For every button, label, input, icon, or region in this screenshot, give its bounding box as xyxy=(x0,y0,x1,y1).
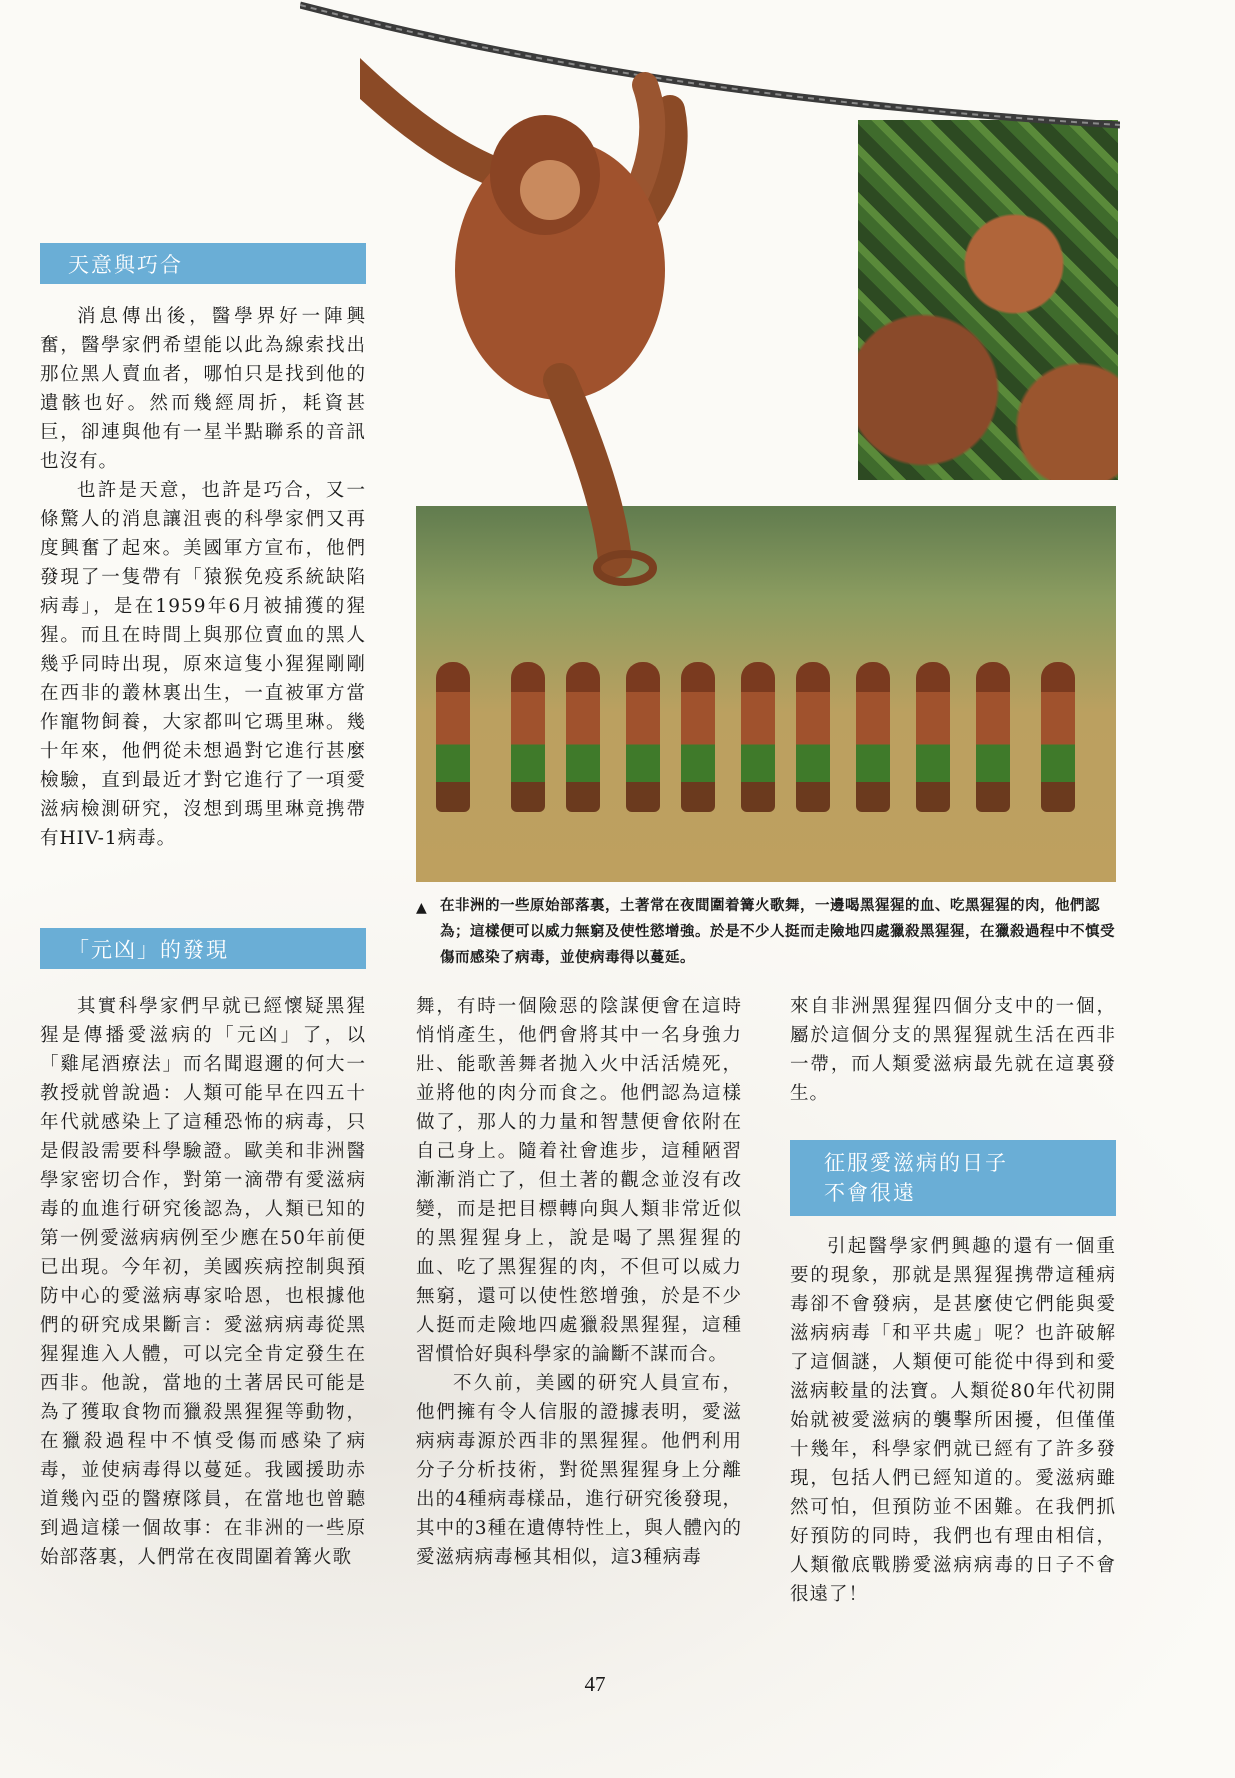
dancer-figure xyxy=(916,662,950,812)
dancer-figure xyxy=(566,662,600,812)
orangutan-forest-photo xyxy=(858,120,1118,480)
dancer-figure xyxy=(741,662,775,812)
paragraph: 也許是天意，也許是巧合，又一條驚人的消息讓沮喪的科學家們又再度興奮了起來。美國軍方宣布，他們發現了一隻帶有「猿猴免疫系統缺陷病毒」，是在1959年6月被捕獲的猩猩。而且在時間上與那位賣血的黑人幾乎同時出現，原來這隻小猩猩剛剛在西非的叢林裏出生，一直被軍方當作寵物飼養，大家都叫它瑪里琳。幾十年來，他們從未想過對它進行甚麼檢驗，直到最近才對它進行了一項愛滋病檢測研究，沒想到瑪里琳竟携帶有HIV-1病毒。 xyxy=(40,480,366,849)
text-column-right-top xyxy=(790,992,1116,1108)
paragraph: 來自非洲黑猩猩四個分支中的一個，屬於這個分支的黑猩猩就生活在西非一帶，而人類愛滋病最先就在這裏發生。 xyxy=(790,996,1116,1104)
text-column-left-bottom xyxy=(40,992,366,1572)
dancer-figure xyxy=(511,662,545,812)
text-column-middle xyxy=(416,992,742,1572)
paragraph: 不久前，美國的研究人員宣布，他們擁有令人信服的證據表明，愛滋病病毒源於西非的黑猩猩。他們利用分子分析技術，對從黑猩猩身上分離出的4種病毒樣品，進行研究後發現，其中的3種在遺傳特性上，與人體內的愛滋病病毒極其相似，這3種病毒 xyxy=(416,1373,742,1568)
text-column-right-bottom xyxy=(790,1232,1116,1609)
section-heading-coincidence xyxy=(40,243,366,284)
dancer-figure xyxy=(436,662,470,812)
caption-text: 在非洲的一些原始部落裏，土著常在夜間圍着篝火歌舞，一邊喝黑猩猩的血、吃黑猩猩的肉，他們認為；這樣便可以威力無窮及使性慾增強。於是不少人挺而走險地四處獵殺黑猩猩，在獵殺過程中不慎受傷而感染了病毒，並使病毒得以蔓延。 xyxy=(440,898,1115,966)
triangle-icon: ▲ xyxy=(416,900,428,916)
paragraph: 其實科學家們早就已經懷疑黑猩猩是傳播愛滋病的「元凶」了，以「雞尾酒療法」而名聞遐邇的何大一教授就曾說過：人類可能早在四五十年代就感染上了這種恐怖的病毒，只是假設需要科學驗證。歐美和非洲醫學家密切合作，對第一滴帶有愛滋病毒的血進行研究後認為，人類已知的第一例愛滋病病例至少應在50年前便已出現。今年初，美國疾病控制與預防中心的愛滋病專家哈恩，也根據他們的研究成果斷言：愛滋病病毒從黑猩猩進入人體，可以完全肯定發生在西非。他說，當地的土著居民可能是為了獲取食物而獵殺黑猩猩等動物，在獵殺過程中不慎受傷而感染了病毒，並使病毒得以蔓延。我國援助赤道幾內亞的醫療隊員，在當地也曾聽到過這樣一個故事：在非洲的一些原始部落裏，人們常在夜間圍着篝火歌 xyxy=(40,996,366,1568)
dancer-figure xyxy=(626,662,660,812)
section-heading-text: 「元凶」的發現 xyxy=(68,937,229,962)
paragraph: 舞，有時一個險惡的陰謀便會在這時悄悄產生，他們會將其中一名身強力壯、能歌善舞者拋入火中活活燒死，並將他的肉分而食之。他們認為這樣做了，那人的力量和智慧便會依附在自己身上。隨着社會進步，這種陋習漸漸消亡了，但土著的觀念並沒有改變，而是把目標轉向與人類非常近似的黑猩猩身上，說是喝了黑猩猩的血、吃了黑猩猩的肉，不但可以威力無窮，還可以使性慾增強，於是不少人挺而走險地四處獵殺黑猩猩，這種習慣恰好與科學家的論斷不謀而合。 xyxy=(416,996,742,1365)
section-heading-text: 天意與巧合 xyxy=(68,252,183,277)
paragraph: 引起醫學家們興趣的還有一個重要的現象，那就是黑猩猩携帶這種病毒卻不會發病，是甚麼使它們能與愛滋病病毒「和平共處」呢？也許破解了這個謎，人類便可能從中得到和愛滋病較量的法寶。人類從80年代初開始就被愛滋病的襲擊所困擾，但僅僅十幾年，科學家們就已經有了許多發現，包括人們已經知道的。愛滋病雖然可怕，但預防並不困難。在我們抓好預防的同時，我們也有理由相信，人類徹底戰勝愛滋病病毒的日子不會很遠了！ xyxy=(790,1236,1116,1605)
photo-caption xyxy=(416,893,1116,971)
dancer-figure xyxy=(681,662,715,812)
section-heading-culprit xyxy=(40,928,366,969)
section-heading-conquer-aids xyxy=(790,1140,1116,1216)
paragraph: 消息傳出後，醫學界好一陣興奮，醫學家們希望能以此為線索找出那位黑人賣血者，哪怕只是找到他的遺骸也好。然而幾經周折，耗資甚巨，卻連與他有一星半點聯系的音訊也沒有。 xyxy=(40,306,366,472)
dancer-figure xyxy=(796,662,830,812)
section-heading-text: 不會很遠 xyxy=(824,1181,916,1205)
dancer-figure xyxy=(1041,662,1075,812)
orangutan-illustration xyxy=(360,20,780,590)
dancer-figure xyxy=(976,662,1010,812)
section-heading-text: 征服愛滋病的日子 xyxy=(824,1151,1008,1175)
text-column-left-top xyxy=(40,302,366,853)
dancer-figure xyxy=(856,662,890,812)
page-number: 47 xyxy=(584,1672,606,1696)
